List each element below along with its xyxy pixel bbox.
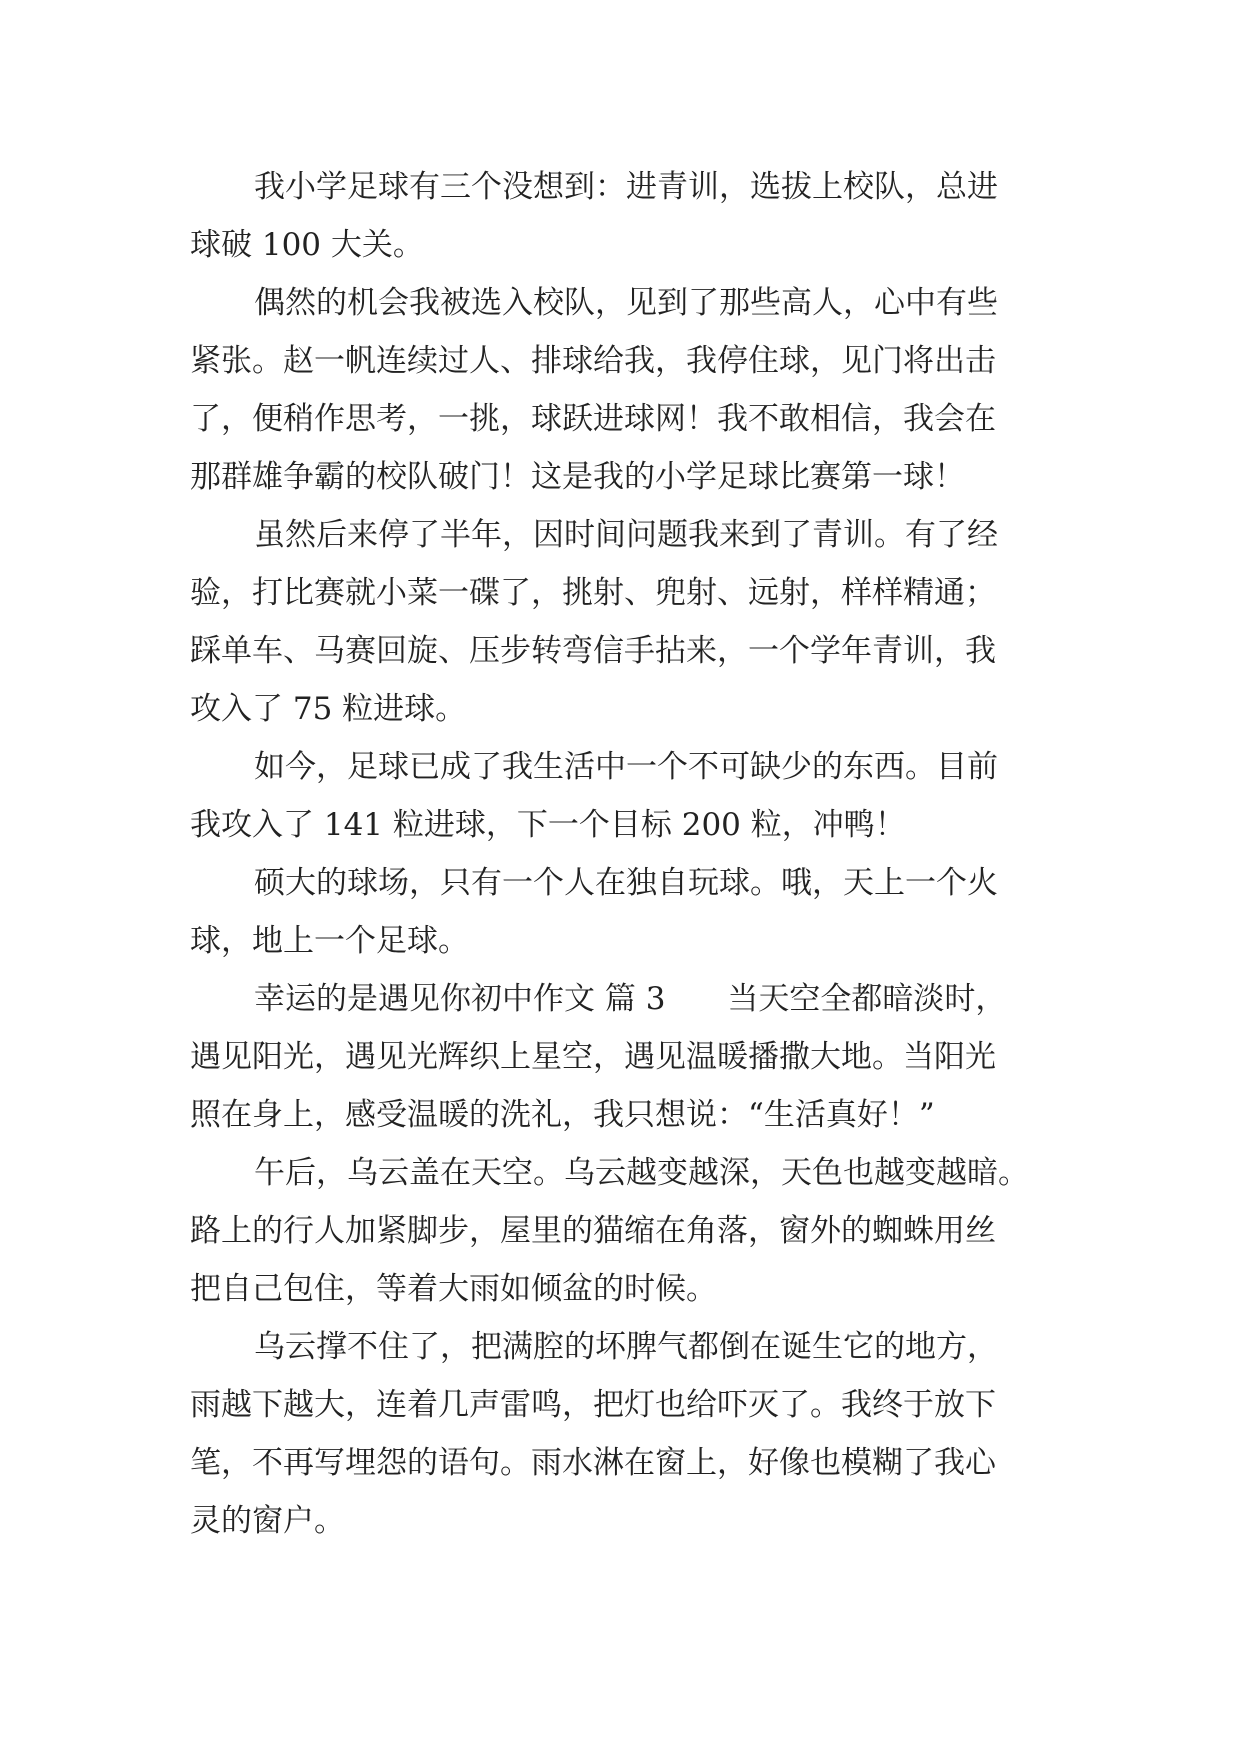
text-line: 照在身上，感受温暖的洗礼，我只想说：“生活真好！”: [190, 1097, 935, 1133]
text-line: 我攻入了 141 粒进球，下一个目标 200 粒，冲鸭！: [190, 807, 906, 843]
text-line: 如今，足球已成了我生活中一个不可缺少的东西。目前: [254, 749, 998, 785]
paragraph-3-line-2: [190, 564, 1052, 622]
text-line: 灵的窗户。: [190, 1503, 345, 1539]
text-line: 踩单车、马赛回旋、压步转弯信手拈来，一个学年青训，我: [190, 633, 996, 669]
text-line: 虽然后来停了半年，因时间问题我来到了青训。有了经: [254, 517, 998, 553]
paragraph-7-line-1: [190, 1144, 1052, 1202]
text-line: 攻入了 75 粒进球。: [190, 691, 467, 727]
paragraph-3-line-3: [190, 622, 1052, 680]
text-line: 那群雄争霸的校队破门！这是我的小学足球比赛第一球！: [190, 459, 965, 495]
paragraph-1-line-1: [190, 158, 1052, 216]
text-line: 紧张。赵一帆连续过人、排球给我，我停住球，见门将出击: [190, 343, 996, 379]
text-line: 我小学足球有三个没想到：进青训，选拔上校队，总进: [254, 169, 998, 205]
text-line: 把自己包住，等着大雨如倾盆的时候。: [190, 1271, 717, 1307]
paragraph-6-line-2: [190, 1028, 1052, 1086]
paragraph-8-line-3: [190, 1434, 1052, 1492]
paragraph-2-line-4: [190, 448, 1052, 506]
paragraph-7-line-2: [190, 1202, 1052, 1260]
paragraph-2-line-2: [190, 332, 1052, 390]
paragraph-6-line-3: [190, 1086, 1052, 1144]
paragraph-6-line-1: [190, 970, 1052, 1028]
paragraph-3-line-1: [190, 506, 1052, 564]
paragraph-2-line-3: [190, 390, 1052, 448]
text-line: 幸运的是遇见你初中作文 篇 3 当天空全都暗淡时，: [254, 981, 1007, 1017]
text-line: 午后，乌云盖在天空。乌云越变越深，天色也越变越暗。: [254, 1155, 1029, 1191]
document-body: [190, 158, 1052, 1550]
text-line: 偶然的机会我被选入校队，见到了那些高人，心中有些: [254, 285, 998, 321]
paragraph-7-line-3: [190, 1260, 1052, 1318]
paragraph-5-line-2: [190, 912, 1052, 970]
text-line: 雨越下越大，连着几声雷鸣，把灯也给吓灭了。我终于放下: [190, 1387, 996, 1423]
text-line: 球，地上一个足球。: [190, 923, 469, 959]
paragraph-4-line-1: [190, 738, 1052, 796]
text-line: 笔，不再写埋怨的语句。雨水淋在窗上，好像也模糊了我心: [190, 1445, 996, 1481]
paragraph-3-line-4: [190, 680, 1052, 738]
text-line: 硕大的球场，只有一个人在独自玩球。哦，天上一个火: [254, 865, 998, 901]
text-line: 验，打比赛就小菜一碟了，挑射、兜射、远射，样样精通；: [190, 575, 996, 611]
text-line: 路上的行人加紧脚步，屋里的猫缩在角落，窗外的蜘蛛用丝: [190, 1213, 996, 1249]
paragraph-8-line-1: [190, 1318, 1052, 1376]
text-line: 乌云撑不住了，把满腔的坏脾气都倒在诞生它的地方，: [254, 1329, 998, 1365]
text-line: 了，便稍作思考，一挑，球跃进球网！我不敢相信，我会在: [190, 401, 996, 437]
paragraph-8-line-4: [190, 1492, 1052, 1550]
paragraph-5-line-1: [190, 854, 1052, 912]
paragraph-8-line-2: [190, 1376, 1052, 1434]
paragraph-4-line-2: [190, 796, 1052, 854]
paragraph-2-line-1: [190, 274, 1052, 332]
paragraph-1-line-2: [190, 216, 1052, 274]
text-line: 遇见阳光，遇见光辉织上星空，遇见温暖播撒大地。当阳光: [190, 1039, 996, 1075]
text-line: 球破 100 大关。: [190, 227, 424, 263]
